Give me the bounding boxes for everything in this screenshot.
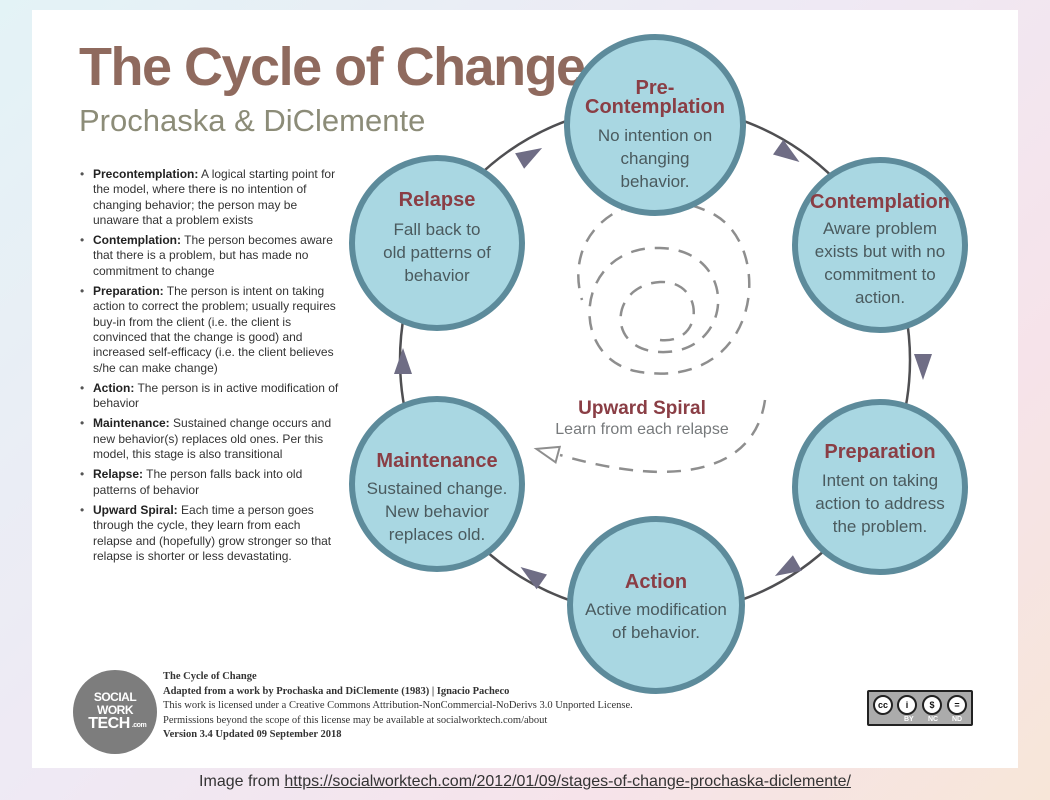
attribution-icon: i [897,695,917,715]
stage-desc: Intent on taking [821,471,939,490]
stage-title: Preparation [824,441,936,463]
stage-desc: No intention on [597,126,713,145]
stage-desc: of behavior. [612,623,700,642]
page-subtitle: Prochaska & DiClemente [79,103,426,138]
source-caption [0,773,1050,791]
spiral-arrow-icon [534,441,559,462]
stage-desc: New behavior [385,502,489,521]
credits-line: Permissions beyond the scope of this license may be available at socialworktech.com/about [163,714,548,726]
list-item-term: Maintenance: [93,416,170,431]
arrow-icon [914,354,932,380]
stage-desc: replaces old. [388,525,486,544]
list-item-term: Action: [93,380,135,395]
list-item-text: The person becomes aware that there is a problem, but has made no commitment to change [93,233,333,278]
logo-text: WORK [97,703,133,717]
stage-desc: action to address [815,494,945,513]
list-item-term: Preparation: [93,284,164,299]
stage-desc: action. [854,288,906,307]
stage-desc: behavior [404,266,470,285]
list-item-term: Precontemplation: [93,167,199,181]
stage-desc: changing [620,149,690,168]
noderivs-icon: = [947,695,967,715]
stage-title: Relapse [398,189,476,211]
arrow-icon [394,348,412,374]
spiral-title: Upward Spiral [578,398,706,419]
stage-action [570,519,742,691]
list-item-term: Contemplation: [93,233,181,248]
credits-line: The Cycle of Change [163,671,257,682]
list-item-term: Relapse: [93,467,144,482]
stage-desc: old patterns of [383,243,491,262]
stage-title: Contemplation [585,96,725,118]
list-item-text: Sustained change occurs and new behavior(s) replaces old ones. Per this model, this stage is also transitional [93,416,332,462]
stage-title: Maintenance [376,450,498,472]
spiral-description: Learn from each relapse [555,421,729,438]
stage-desc: Active modification [585,600,727,619]
cc-icon: cc [873,695,893,715]
list-item-text: The person is in active modification of behavior [93,380,339,411]
credits-line: This work is licensed under a Creative Commons Attribution-NonCommercial-NoDerivs 3.0 Unported License. [163,700,633,712]
stage-desc: commitment to [824,265,936,284]
stage-desc: Aware problem [822,219,938,238]
list-item-text: The person falls back into old patterns of behavior [93,467,303,497]
list-item-text: A logical starting point for the model, where there is no intention of changing behavior; the person may be unaware that a problem exists [93,167,336,227]
noncommercial-icon: $ [922,695,942,715]
stage-title: Contemplation [810,191,950,213]
logo-text: TECH [88,715,130,732]
stage-desc: behavior. [620,172,690,191]
source-prefix: Image from [199,773,285,790]
source-link[interactable]: https://socialworktech.com/2012/01/09/stages-of-change-prochaska-diclemente/ [284,773,851,790]
list-item-term: Upward Spiral: [93,502,178,517]
list-item-text: The person is intent on taking action to correct the problem; usually requires buy-in from the client (i.e. the client is convinced that the change is good) and increased self-efficacy (i.e. the client believes s/he can make change) [93,284,336,375]
badge-label: ND [952,716,963,723]
stage-title: Pre- [635,77,675,99]
stage-desc: Sustained change. [366,479,508,498]
badge-label: BY [904,716,914,723]
social-work-tech-logo [73,670,157,754]
stage-preparation [795,402,965,572]
stage-title: Action [624,571,688,593]
upward-spiral [578,201,749,374]
badge-label: NC [928,716,939,723]
list-item-text: Each time a person goes through the cycle, they learn from each relapse and (hopefully) grow stronger so that relapse is shorter or less devastating. [93,502,332,563]
page-title: The Cycle of Change [79,37,585,97]
stage-relapse [352,158,522,328]
stage-desc: Fall back to [393,220,481,239]
logo-text: SOCIAL [93,690,137,704]
stage-maintenance [352,399,522,569]
credits-line: Adapted from a work by Prochaska and DiClemente (1983) | Ignacio Pacheco [163,685,510,697]
logo-text: .com [131,722,147,729]
stage-precontemplation [567,37,743,213]
stage-desc: exists but with no [814,242,946,261]
stage-desc: the problem. [832,517,928,536]
cc-license-badge [867,690,973,726]
credits-block [163,670,763,743]
stage-contemplation [795,160,965,330]
credits-line: Version 3.4 Updated 09 September 2018 [163,729,342,741]
arrow-icon [515,560,547,590]
